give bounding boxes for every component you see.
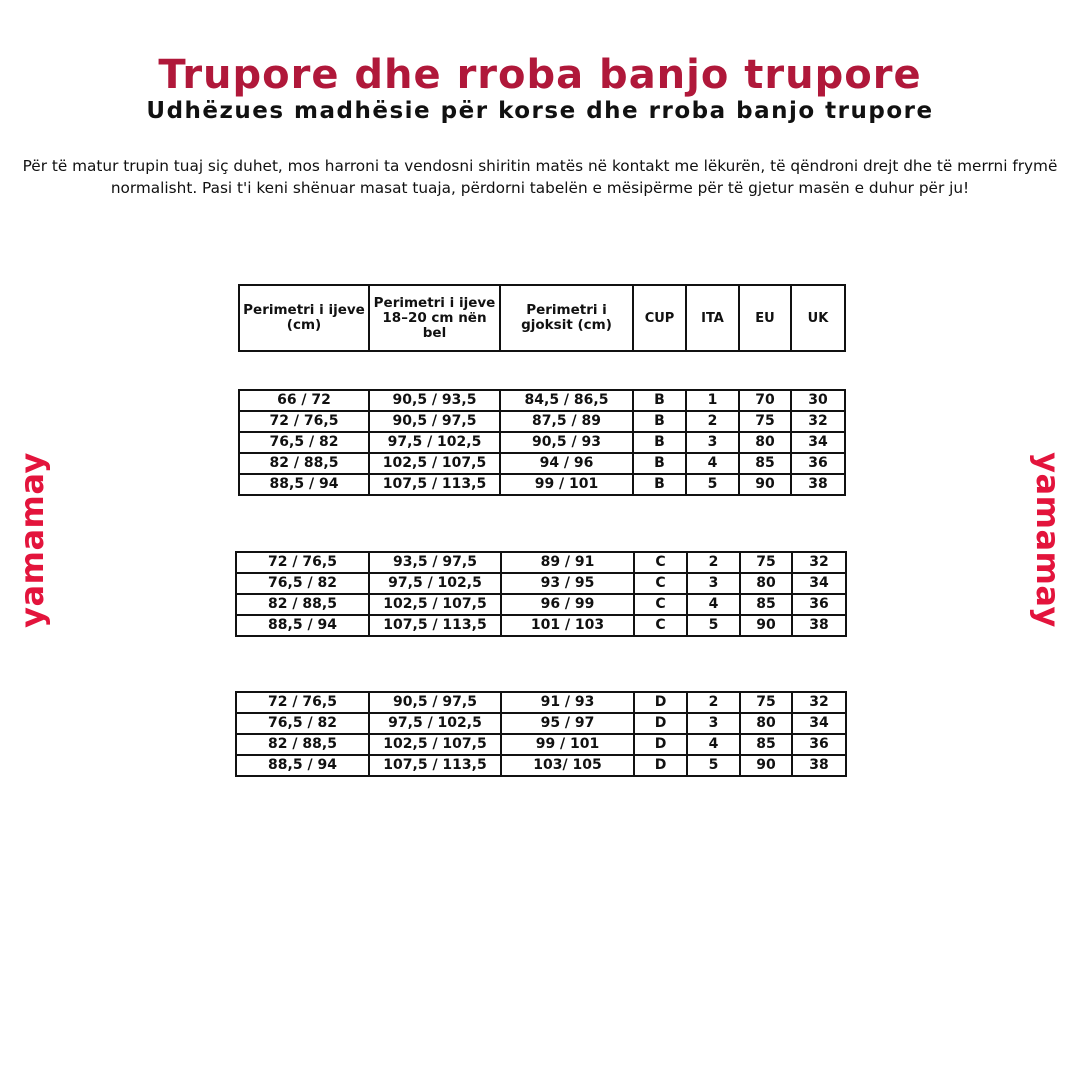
header-chest-circumference: Perimetri i gjoksit (cm) bbox=[500, 285, 633, 351]
table-row bbox=[236, 755, 846, 776]
chest-cell: 99 / 101 bbox=[500, 474, 633, 495]
cup-cell: C bbox=[634, 573, 687, 594]
eu-cell: 75 bbox=[739, 411, 791, 432]
eu-cell: 90 bbox=[740, 615, 792, 636]
hip-cell: 72 / 76,5 bbox=[239, 411, 369, 432]
ita-cell: 1 bbox=[686, 390, 739, 411]
chest-cell: 87,5 / 89 bbox=[500, 411, 633, 432]
uk-cell: 34 bbox=[791, 432, 845, 453]
hip-cell: 76,5 / 82 bbox=[236, 713, 369, 734]
cup-cell: B bbox=[633, 474, 686, 495]
size-table-cup-b bbox=[238, 389, 846, 496]
ita-cell: 2 bbox=[687, 552, 740, 573]
eu-cell: 75 bbox=[740, 552, 792, 573]
hip-cell: 72 / 76,5 bbox=[236, 692, 369, 713]
eu-cell: 90 bbox=[740, 755, 792, 776]
eu-cell: 85 bbox=[739, 453, 791, 474]
table-row bbox=[239, 453, 845, 474]
size-table-header bbox=[238, 284, 846, 352]
hip-below-waist-cell: 90,5 / 97,5 bbox=[369, 692, 501, 713]
header-uk: UK bbox=[791, 285, 845, 351]
header-hip-circumference: Perimetri i ijeve (cm) bbox=[239, 285, 369, 351]
eu-cell: 75 bbox=[740, 692, 792, 713]
uk-cell: 36 bbox=[792, 734, 846, 755]
uk-cell: 36 bbox=[792, 594, 846, 615]
cup-cell: C bbox=[634, 615, 687, 636]
cup-cell: B bbox=[633, 390, 686, 411]
hip-cell: 82 / 88,5 bbox=[236, 594, 369, 615]
chest-cell: 95 / 97 bbox=[501, 713, 634, 734]
cup-cell: B bbox=[633, 411, 686, 432]
hip-cell: 76,5 / 82 bbox=[239, 432, 369, 453]
uk-cell: 34 bbox=[792, 713, 846, 734]
chest-cell: 96 / 99 bbox=[501, 594, 634, 615]
hip-cell: 88,5 / 94 bbox=[239, 474, 369, 495]
hip-below-waist-cell: 90,5 / 97,5 bbox=[369, 411, 500, 432]
hip-cell: 72 / 76,5 bbox=[236, 552, 369, 573]
chest-cell: 99 / 101 bbox=[501, 734, 634, 755]
hip-below-waist-cell: 107,5 / 113,5 bbox=[369, 755, 501, 776]
ita-cell: 2 bbox=[687, 692, 740, 713]
page-subtitle: Udhëzues madhësie për korse dhe rroba banjo trupore bbox=[146, 98, 934, 124]
chest-cell: 103/ 105 bbox=[501, 755, 634, 776]
hip-below-waist-cell: 97,5 / 102,5 bbox=[369, 713, 501, 734]
hip-cell: 82 / 88,5 bbox=[239, 453, 369, 474]
measuring-instructions: Për të matur trupin tuaj siç duhet, mos harroni ta vendosni shiritin matës në kontakt me lëkurën, të qëndroni drejt dhe të merrni frymë normalisht. Pasi t'i keni shënuar masat tuaja, përdorni tabelën e mësipërme për të gjetur masën e duhur për ju! bbox=[22, 157, 1058, 197]
header-cup: CUP bbox=[633, 285, 686, 351]
hip-cell: 88,5 / 94 bbox=[236, 755, 369, 776]
hip-below-waist-cell: 97,5 / 102,5 bbox=[369, 573, 501, 594]
ita-cell: 5 bbox=[687, 755, 740, 776]
ita-cell: 5 bbox=[686, 474, 739, 495]
cup-cell: D bbox=[634, 734, 687, 755]
header-eu: EU bbox=[739, 285, 791, 351]
ita-cell: 5 bbox=[687, 615, 740, 636]
cup-cell: B bbox=[633, 432, 686, 453]
cup-cell: D bbox=[634, 692, 687, 713]
hip-below-waist-cell: 107,5 / 113,5 bbox=[369, 474, 500, 495]
hip-below-waist-cell: 102,5 / 107,5 bbox=[369, 734, 501, 755]
chest-cell: 94 / 96 bbox=[500, 453, 633, 474]
size-table-cup-d bbox=[235, 691, 847, 777]
uk-cell: 36 bbox=[791, 453, 845, 474]
table-row bbox=[236, 713, 846, 734]
header-row bbox=[239, 285, 845, 351]
chest-cell: 89 / 91 bbox=[501, 552, 634, 573]
table-row bbox=[236, 615, 846, 636]
ita-cell: 3 bbox=[687, 573, 740, 594]
table-row bbox=[236, 692, 846, 713]
eu-cell: 85 bbox=[740, 594, 792, 615]
table-row bbox=[239, 474, 845, 495]
hip-cell: 76,5 / 82 bbox=[236, 573, 369, 594]
ita-cell: 4 bbox=[686, 453, 739, 474]
header-ita: ITA bbox=[686, 285, 739, 351]
uk-cell: 38 bbox=[792, 615, 846, 636]
ita-cell: 4 bbox=[687, 594, 740, 615]
eu-cell: 70 bbox=[739, 390, 791, 411]
uk-cell: 32 bbox=[792, 552, 846, 573]
chest-cell: 90,5 / 93 bbox=[500, 432, 633, 453]
hip-below-waist-cell: 102,5 / 107,5 bbox=[369, 453, 500, 474]
hip-below-waist-cell: 107,5 / 113,5 bbox=[369, 615, 501, 636]
yamamay-logo-right: yamamay bbox=[1029, 452, 1067, 628]
table-row bbox=[236, 552, 846, 573]
uk-cell: 30 bbox=[791, 390, 845, 411]
yamamay-logo-left: yamamay bbox=[13, 452, 51, 628]
cup-cell: D bbox=[634, 755, 687, 776]
hip-cell: 66 / 72 bbox=[239, 390, 369, 411]
hip-below-waist-cell: 90,5 / 93,5 bbox=[369, 390, 500, 411]
chest-cell: 84,5 / 86,5 bbox=[500, 390, 633, 411]
cup-cell: C bbox=[634, 594, 687, 615]
eu-cell: 90 bbox=[739, 474, 791, 495]
cup-cell: C bbox=[634, 552, 687, 573]
hip-cell: 82 / 88,5 bbox=[236, 734, 369, 755]
uk-cell: 32 bbox=[792, 692, 846, 713]
uk-cell: 38 bbox=[791, 474, 845, 495]
uk-cell: 32 bbox=[791, 411, 845, 432]
uk-cell: 34 bbox=[792, 573, 846, 594]
hip-below-waist-cell: 102,5 / 107,5 bbox=[369, 594, 501, 615]
chest-cell: 101 / 103 bbox=[501, 615, 634, 636]
ita-cell: 4 bbox=[687, 734, 740, 755]
table-row bbox=[236, 734, 846, 755]
hip-below-waist-cell: 93,5 / 97,5 bbox=[369, 552, 501, 573]
cup-cell: D bbox=[634, 713, 687, 734]
ita-cell: 3 bbox=[686, 432, 739, 453]
table-row bbox=[239, 432, 845, 453]
page-title: Trupore dhe rroba banjo trupore bbox=[158, 52, 922, 98]
eu-cell: 80 bbox=[739, 432, 791, 453]
eu-cell: 80 bbox=[740, 713, 792, 734]
table-row bbox=[239, 390, 845, 411]
header-hip-circumference-below-waist: Perimetri i ijeve 18–20 cm nën bel bbox=[369, 285, 500, 351]
chest-cell: 93 / 95 bbox=[501, 573, 634, 594]
hip-below-waist-cell: 97,5 / 102,5 bbox=[369, 432, 500, 453]
uk-cell: 38 bbox=[792, 755, 846, 776]
table-row bbox=[236, 594, 846, 615]
ita-cell: 3 bbox=[687, 713, 740, 734]
ita-cell: 2 bbox=[686, 411, 739, 432]
eu-cell: 80 bbox=[740, 573, 792, 594]
hip-cell: 88,5 / 94 bbox=[236, 615, 369, 636]
table-row bbox=[236, 573, 846, 594]
size-table-cup-c bbox=[235, 551, 847, 637]
cup-cell: B bbox=[633, 453, 686, 474]
chest-cell: 91 / 93 bbox=[501, 692, 634, 713]
eu-cell: 85 bbox=[740, 734, 792, 755]
table-row bbox=[239, 411, 845, 432]
